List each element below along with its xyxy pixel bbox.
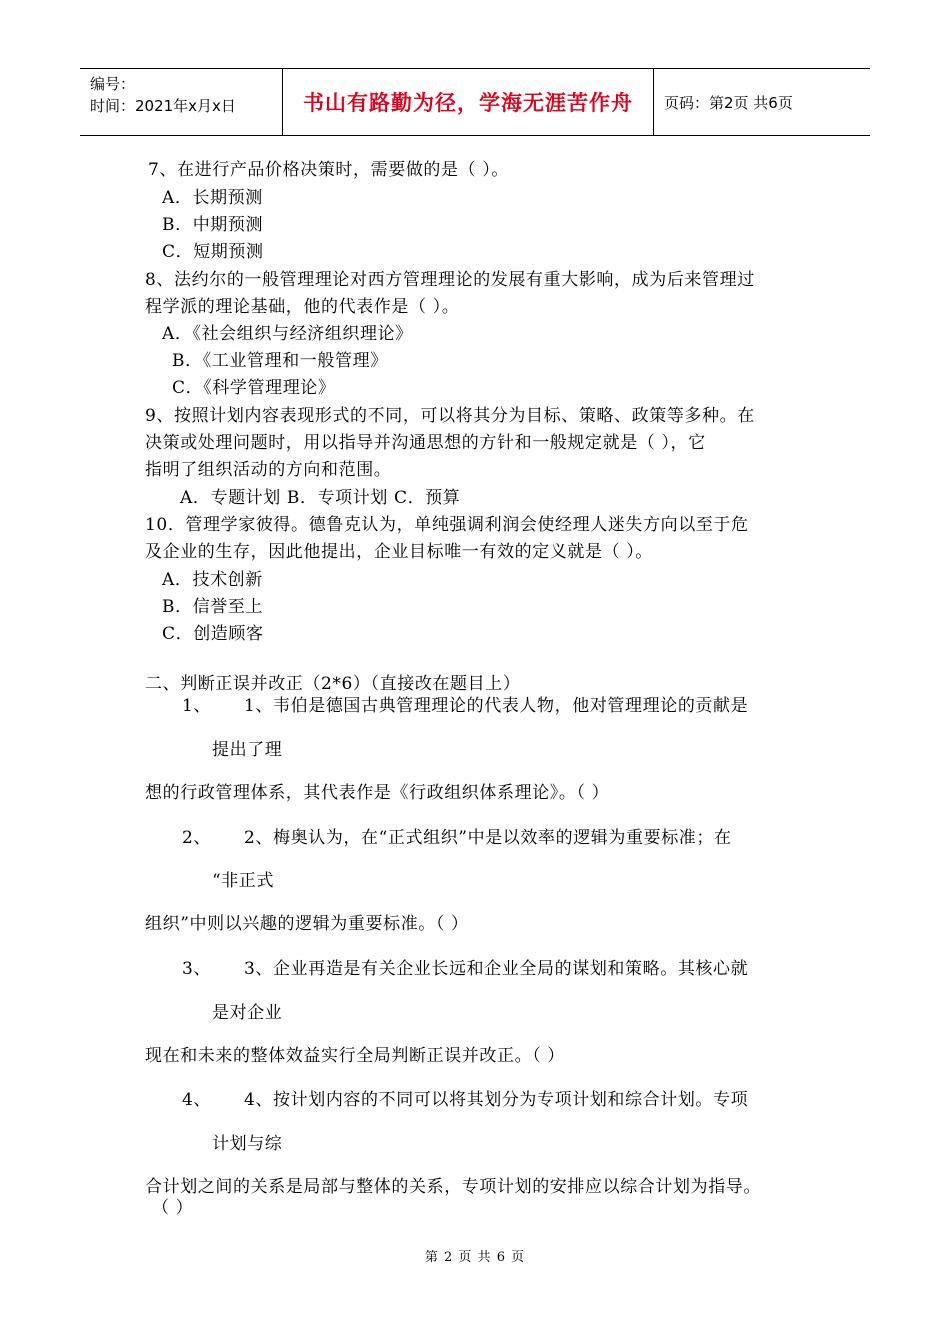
q7-option-b: B．中期预测 — [162, 215, 264, 235]
item4-number: 4、 — [182, 1090, 212, 1110]
item4-line2: 计划与综 — [212, 1134, 283, 1154]
q8-option-b: B．《工业管理和一般管理》 — [172, 351, 388, 371]
item2-number: 2、 — [182, 828, 212, 848]
q9-stem-line1: 9、按照计划内容表现形式的不同，可以将其分为目标、策略、政策等多种。在 — [145, 406, 755, 426]
item2-line3: 组织”中则以兴趣的逻辑为重要标准。（ ） — [145, 914, 469, 934]
item4-line3: 合计划之间的关系是局部与整体的关系，专项计划的安排应以综合计划为指导。 — [145, 1177, 761, 1197]
page-header — [80, 68, 870, 136]
date-line: 时间：2021年x月x日 — [90, 97, 236, 115]
page-footer: 第 2 页 共 6 页 — [424, 1250, 526, 1265]
item1-line3: 想的行政管理体系，其代表作是《行政组织体系理论》。（ ） — [145, 783, 610, 803]
q10-option-c: C．创造顾客 — [162, 624, 264, 644]
item4-line1: 4、按计划内容的不同可以将其划分为专项计划和综合计划。专项 — [244, 1090, 749, 1110]
header-left-cell — [80, 69, 282, 135]
q7-option-a: A．长期预测 — [162, 188, 263, 208]
q8-stem-line2: 程学派的理论基础，他的代表作是（ ）。 — [145, 297, 460, 317]
item4-line4: （ ） — [152, 1198, 194, 1218]
header-page-info: 页码：第2页 共6页 — [664, 93, 793, 112]
q9-stem-line3: 指明了组织活动的方向和范围。 — [145, 460, 392, 480]
q7-stem: 7、在进行产品价格决策时，需要做的是（ ）。 — [148, 160, 509, 180]
item3-number: 3、 — [182, 959, 212, 979]
q10-option-b: B．信誉至上 — [162, 597, 264, 617]
item1-line1: 1、韦伯是德国古典管理理论的代表人物，他对管理理论的贡献是 — [244, 696, 749, 716]
q8-option-c: C．《科学管理理论》 — [172, 378, 336, 398]
q10-stem-line1: 10．管理学家彼得。德鲁克认为，单纯强调利润会使经理人迷失方向以至于危 — [145, 515, 749, 535]
q8-option-a: A．《社会组织与经济组织理论》 — [162, 324, 413, 344]
q7-option-c: C．短期预测 — [162, 242, 264, 262]
serial-number-label: 编号： — [90, 75, 136, 93]
q9-options: A．专题计划 B．专项计划 C．预算 — [180, 488, 461, 508]
q9-stem-line2: 决策或处理问题时，用以指导并沟通思想的方针和一般规定就是（ ），它 — [145, 433, 706, 453]
item3-line3: 现在和未来的整体效益实行全局判断正误并改正。（ ） — [145, 1046, 565, 1066]
q8-stem-line1: 8、法约尔的一般管理理论对西方管理理论的发展有重大影响，成为后来管理过 — [145, 270, 755, 290]
section2-heading: 二、判断正误并改正（2*6）（直接改在题目上） — [145, 674, 521, 694]
item3-line1: 3、企业再造是有关企业长远和企业全局的谋划和策略。其核心就 — [244, 959, 749, 979]
q10-option-a: A．技术创新 — [162, 570, 263, 590]
item1-line2: 提出了理 — [212, 740, 283, 760]
item3-line2: 是对企业 — [212, 1003, 283, 1023]
q10-stem-line2: 及企业的生存，因此他提出，企业目标唯一有效的定义就是（ ）。 — [145, 542, 653, 562]
item2-line1: 2、梅奥认为，在“正式组织”中是以效率的逻辑为重要标准；在 — [244, 828, 732, 848]
item2-line2: “非正式 — [212, 871, 275, 891]
item1-number: 1、 — [182, 696, 212, 716]
header-motto: 书山有路勤为径，学海无涯苦作舟 — [282, 69, 654, 135]
